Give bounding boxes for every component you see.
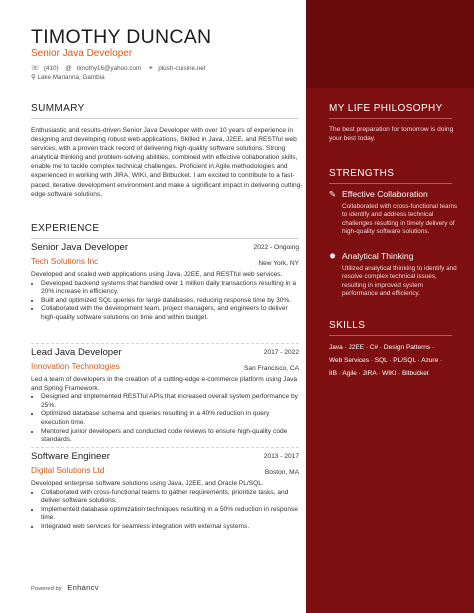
strength-description: Collaborated with cross-functional teams to identify and address technical challenges resulting in timely delivery of high-quality software solutions. [342,203,458,235]
job-description: Led a team of developers in the creation of a cutting-edge e-commerce platform using Java and Spring Framework. [31,376,298,392]
job-role: Senior Java Developer [31,242,129,253]
job-bullet: • Implemented database optimization techniques resulting in a 50% reduction in response time. [41,506,299,523]
job-entry [31,347,299,445]
location-pin-icon: ⚲ [31,74,36,81]
philosophy-text: The best preparation for tomorrow is doing your best today. [329,126,454,142]
skills-list [329,341,455,380]
job-location: New York, NY [258,260,299,267]
phone-icon: ☏ [31,65,39,72]
job-company: Tech Solutions Inc [31,256,99,266]
phone[interactable]: (410) [43,65,59,72]
job-bullet: • Designed and implemented RESTful APIs that increased overall system performance by 25%. [41,393,299,410]
job-role: Software Engineer [31,451,110,462]
skills-line: Java · J2EE · C# · Design Patterns · [329,344,435,351]
pencil-icon: ✎ [329,189,337,199]
candidate-title: Senior Java Developer [31,48,133,59]
strength-item [329,189,459,236]
job-company: Innovation Technologies [31,361,120,371]
job-description: Developed and scaled web applications using Java, J2EE, and RESTful web services. [31,271,283,278]
location: Lake Marianna, Gambia [37,74,105,81]
job-bullet: • Collaborated with cross-functional teams to gather requirements, prioritize tasks, and deliver software solutions. [41,489,299,506]
job-date: 2022 - Ongoing [253,244,299,251]
job-description: Developed enterprise software solutions using Java, J2EE, and Oracle PL/SQL. [31,480,264,487]
job-date: 2013 - 2017 [263,453,299,460]
candidate-name: TIMOTHY DUNCAN [31,26,212,48]
strength-item [329,251,459,298]
lightbulb-icon: ✹ [329,251,337,261]
strength-title: Analytical Thinking [342,251,414,261]
summary-heading: SUMMARY [31,103,85,114]
job-bullet: • Integrated web services for seamless integration with external systems. [41,523,299,532]
strength-title: Effective Collaboration [342,189,428,199]
philosophy-divider [329,118,452,119]
job-location: Boston, MA [264,469,299,476]
summary-text: Enthusiastic and results-driven Senior Java Developer with over 10 years of experience in designing and developing robust web applications. Skilled in Java, J2EE, and RESTful web services, with a proven track record of delivering high-quality software solutions. Strong analytical thinking and problem-solving abilities, combined with effective collaboration skills, enable me to tackle complex technical challenges. Proficient in Agile methodologies and experienced in working with JIRA, WIKI, and Bitbucket. I am excited to contribute to a fast-paced, iterative development environment and make a significant impact in delivering cutting-edge software solutions. [31,127,303,198]
strengths-heading: STRENGTHS [329,168,395,179]
job-location: San Francisco, CA [244,365,299,372]
location-line [31,74,105,81]
job-divider [31,447,299,448]
job-bullets [31,489,299,532]
summary-divider [31,118,299,119]
philosophy-heading: MY LIFE PHILOSOPHY [329,103,443,114]
sidebar-header-band [306,0,474,88]
skills-heading: SKILLS [329,320,366,331]
experience-divider [31,238,299,239]
skills-line: Web Services · SQL · PL/SQL · Azure · [329,357,443,364]
job-bullet: • Developed backend systems that handled over 1 million daily transactions resulting in a 20% increase in efficiency. [41,280,299,297]
job-divider [31,343,299,344]
at-icon: @ [65,65,72,72]
website[interactable]: plush-cuisine.net [158,65,206,72]
contact-line [31,65,211,72]
skills-divider [329,335,452,336]
sidebar [306,0,474,613]
job-entry [31,451,299,532]
job-bullet: • Collaborated with the development team, project managers, and engineers to deliver high-quality software solutions on time and within budget. [41,305,299,322]
job-bullets [31,393,299,445]
job-bullets [31,280,299,323]
job-bullet: • Built and optimized SQL queries for large databases, reducing response time by 30%. [41,297,299,306]
job-company: Digital Solutions Ltd [31,465,105,475]
job-date: 2017 - 2022 [263,349,299,356]
powered-by-label: Powered by [31,586,62,592]
job-bullet: • Mentored junior developers and conducted code reviews to ensure high-quality code standards. [41,428,299,445]
job-entry [31,242,299,323]
strengths-divider [329,183,452,184]
enhancv-logo[interactable]: Enhancv [67,583,99,592]
skills-line: IIB · Agile · JIRA · WIKI · Bitbucket [329,370,429,377]
job-bullet: • Optimized database schema and queries resulting in a 40% reduction in query execution time. [41,410,299,427]
job-role: Lead Java Developer [31,347,122,358]
email[interactable]: timothy16@yahoo.com [76,65,142,72]
experience-heading: EXPERIENCE [31,223,100,234]
link-icon: ⚭ [147,65,154,72]
strength-description: Utilized analytical thinking to identify and resolve complex technical issues, resulting in improved system performance and efficiency. [342,265,457,297]
